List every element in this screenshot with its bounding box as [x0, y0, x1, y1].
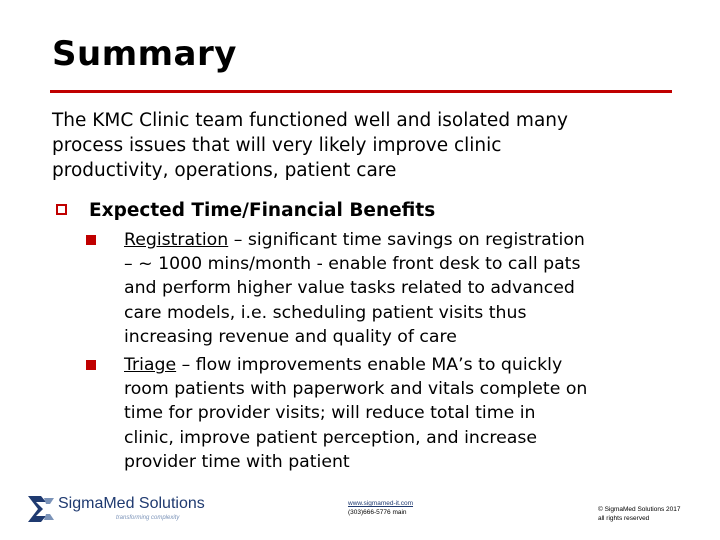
logo-tagline: transforming complexity [116, 515, 180, 521]
intro-line: process issues that will very likely improve clinic [52, 135, 502, 156]
benefit-line: provider time with patient [124, 451, 350, 472]
footer-copyright [598, 505, 680, 523]
benefit-line: room patients with paperwork and vitals complete on [124, 379, 588, 400]
section-heading: Expected Time/Financial Benefits [89, 200, 436, 221]
logo-name: SigmaMed Solutions [58, 495, 205, 512]
rights-text: all rights reserved [598, 515, 650, 522]
benefit-text: – flow improvements enable MA’s to quickly [176, 355, 563, 375]
company-logo [24, 488, 204, 526]
benefit-line: time for provider visits; will reduce total time in [124, 403, 536, 424]
benefit-line: and perform higher value tasks related to advanced [124, 278, 575, 299]
hollow-square-bullet-icon [56, 204, 67, 215]
phone-number: (303)666-5776 main [348, 508, 407, 516]
sigma-logo-icon [24, 490, 58, 524]
slide-title: Summary [52, 34, 237, 74]
intro-paragraph [52, 108, 692, 183]
intro-line: productivity, operations, patient care [52, 160, 397, 181]
benefit-line: clinic, improve patient perception, and increase [124, 427, 537, 448]
benefit-term: Triage [124, 355, 177, 375]
copyright-text: © SigmaMed Solutions 2017 [598, 506, 681, 513]
filled-square-bullet-icon [86, 360, 96, 370]
filled-square-bullet-icon [86, 235, 96, 245]
footer-contact [348, 500, 413, 517]
benefit-line: care models, i.e. scheduling patient visits thus [124, 302, 527, 323]
benefit-term: Registration [124, 230, 229, 250]
benefit-line: increasing revenue and quality of care [124, 326, 457, 347]
intro-line: The KMC Clinic team functioned well and isolated many [52, 110, 568, 131]
benefit-first-line [124, 228, 694, 252]
benefit-text: – significant time savings on registration [228, 230, 585, 250]
website-link[interactable]: www.sigmamed-it.com [348, 500, 414, 507]
benefit-line: – ~ 1000 mins/month - enable front desk to call pats [124, 254, 581, 275]
benefit-first-line [124, 353, 694, 377]
title-divider [50, 90, 672, 93]
